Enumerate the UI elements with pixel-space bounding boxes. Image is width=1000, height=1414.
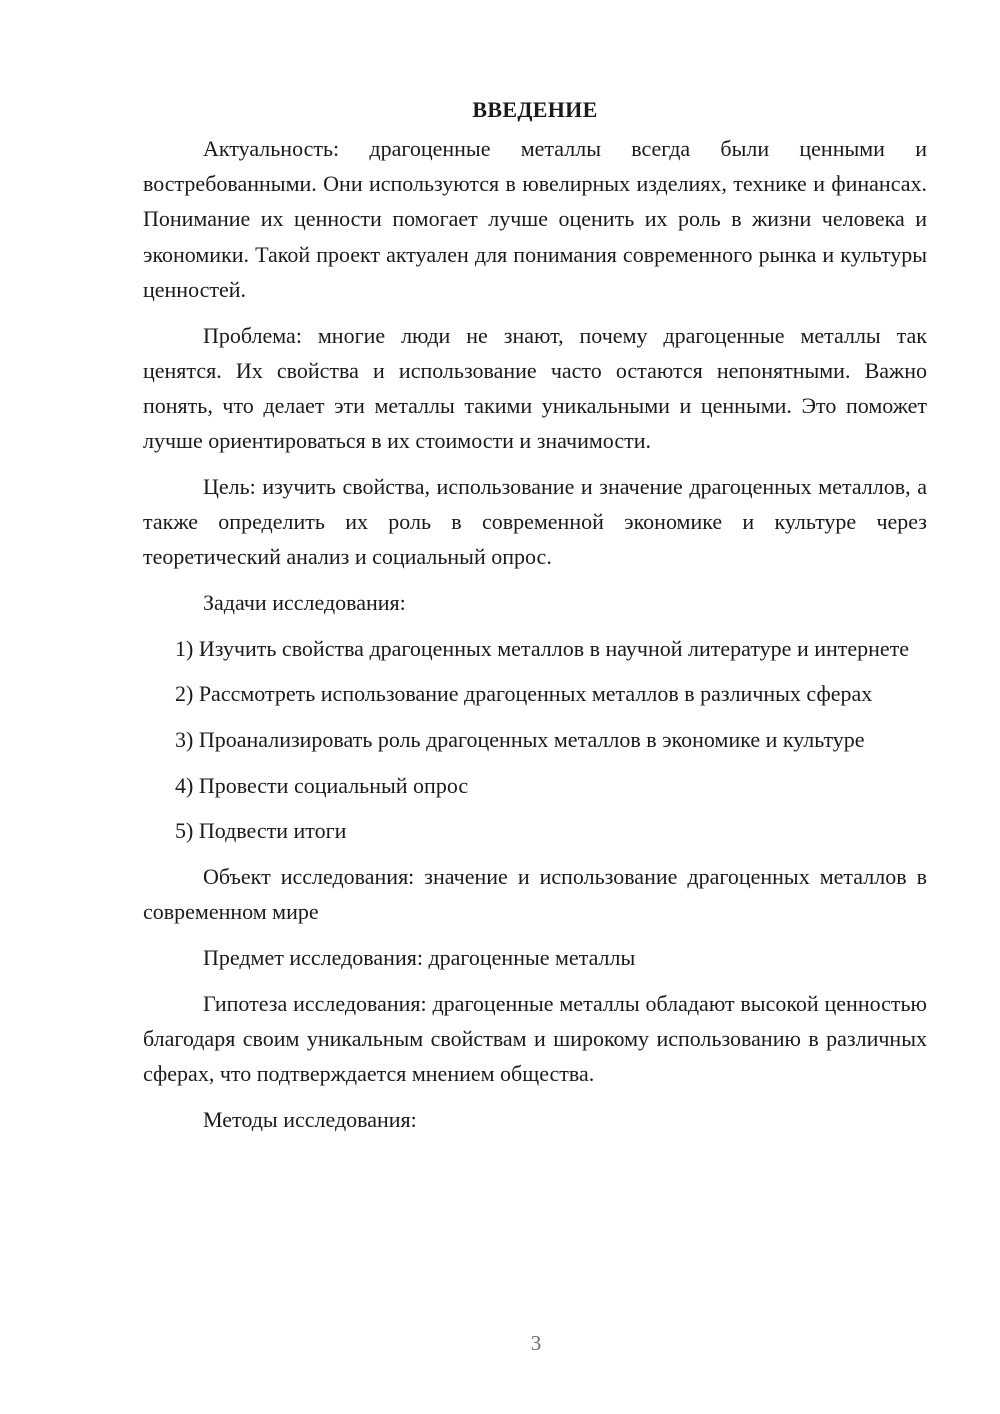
goal-paragraph: Цель: изучить свойства, использование и значение драгоценных металлов, а также определить их роль в современной экономике и культуре через теоретический анализ и социальный опрос. [143,473,927,570]
page-number: 3 [530,1331,542,1355]
task-item-5: 5) Подвести итоги [175,818,347,844]
section-heading: ВВЕДЕНИЕ [472,97,598,122]
task-item-1: 1) Изучить свойства драгоценных металлов в научной литературе и интернете [175,635,910,661]
relevance-paragraph: Актуальность: драгоценные металлы всегда были ценными и востребованными. Они используются в ювелирных изделиях, технике и финансах. Понимание их ценности помогает лучше оценить их роль в жизни человека и экономики. Такой проект актуален для понимания современного рынка и культуры ценностей. [143,136,927,302]
task-item-2: 2) Рассмотреть использование драгоценных металлов в различных сферах [175,681,873,707]
subject-paragraph: Предмет исследования: драгоценные металлы [203,945,636,971]
hypothesis-paragraph: Гипотеза исследования: драгоценные металлы обладают высокой ценностью благодаря своим уникальным свойствам и широкому использованию в различных сферах, что подтверждается мнением общества. [143,990,927,1087]
object-paragraph: Объект исследования: значение и использование драгоценных металлов в современном мире [143,864,927,925]
tasks-heading: Задачи исследования: [203,589,406,615]
task-item-3: 3) Проанализировать роль драгоценных металлов в экономике и культуре [175,727,865,753]
document-page [143,92,927,1148]
methods-paragraph: Методы исследования: [203,1106,417,1132]
task-item-4: 4) Провести социальный опрос [175,772,469,798]
problem-paragraph: Проблема: многие люди не знают, почему драгоценные металлы так ценятся. Их свойства и использование часто остаются непонятными. Важно понять, что делает эти металлы такими уникальными и ценными. Это поможет лучше ориентироваться в их стоимости и значимости. [143,322,927,454]
